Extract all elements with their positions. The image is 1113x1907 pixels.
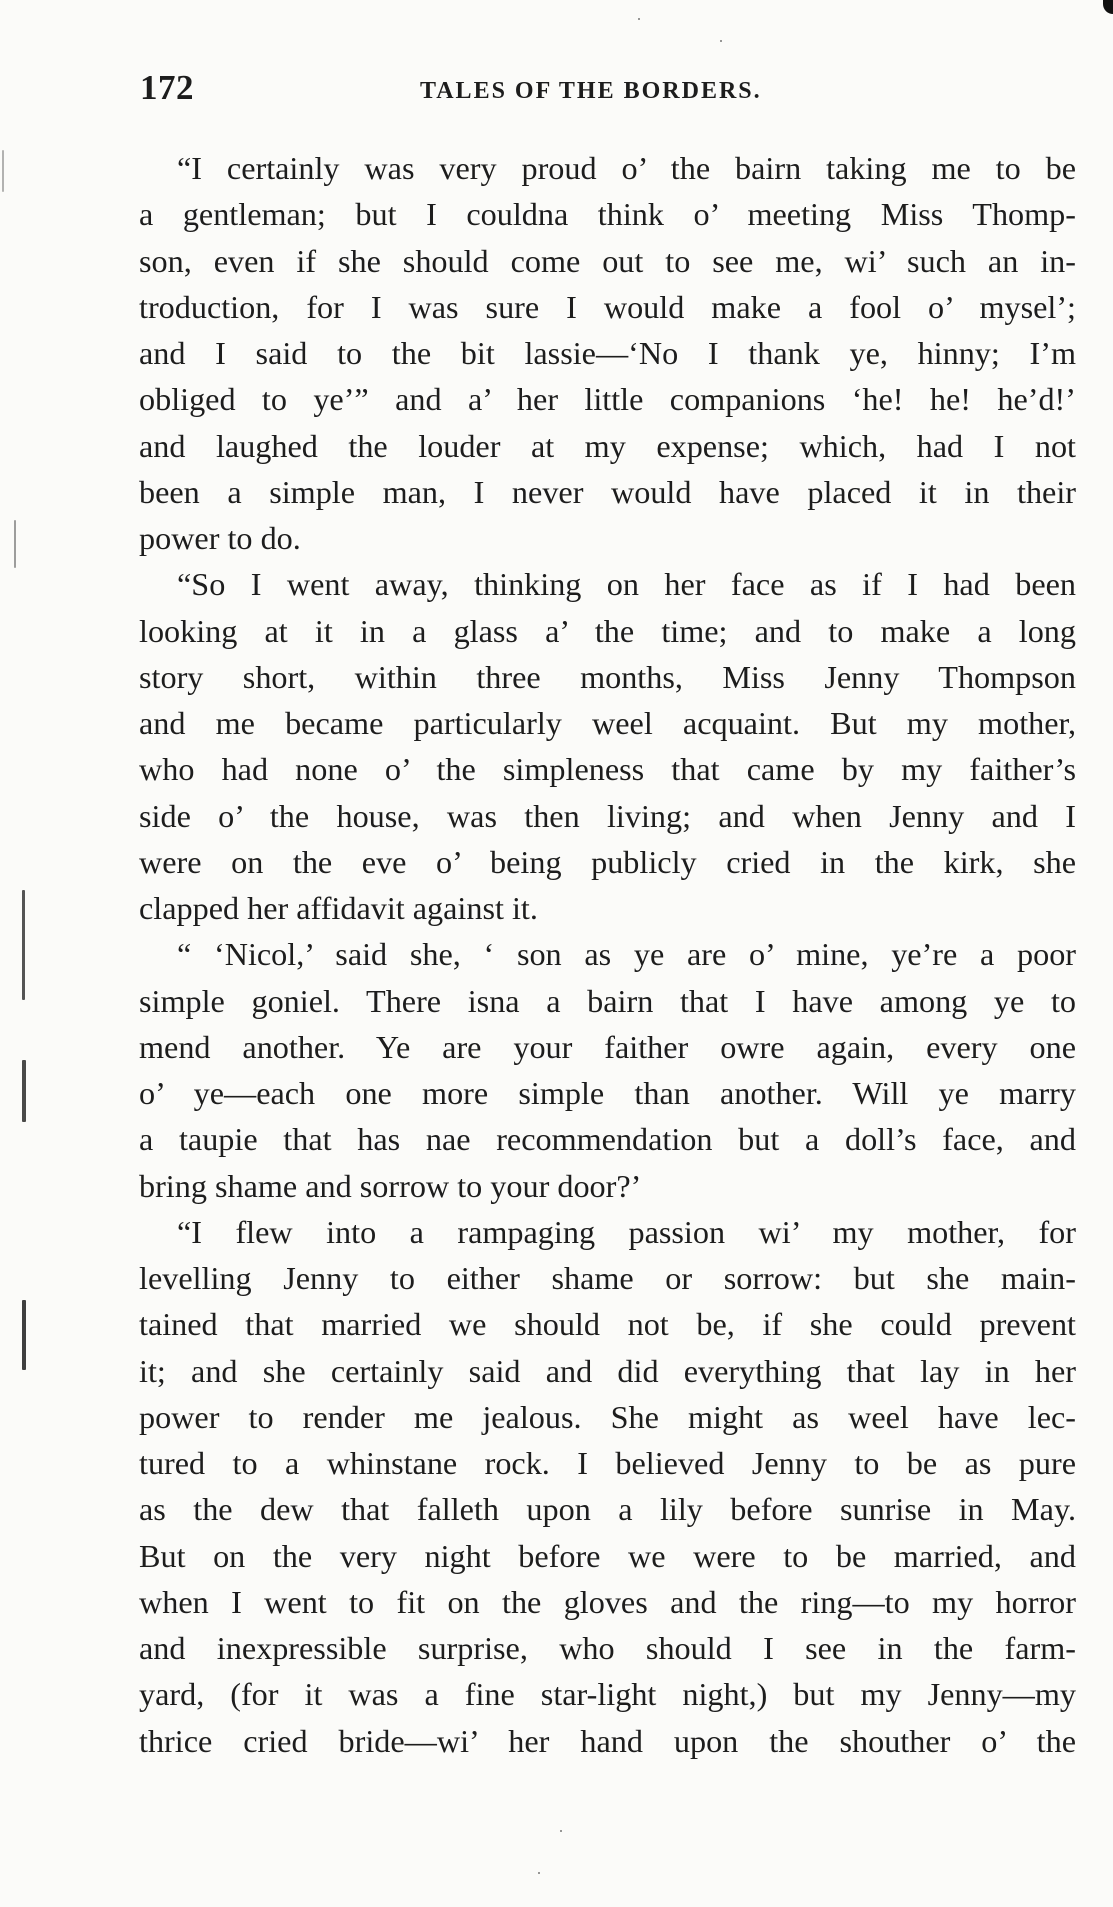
text-line: simple goniel. There isna a bairn that I have among ye to [139, 982, 1076, 1019]
margin-mark [22, 890, 25, 1000]
text-line: obliged to ye’” and a’ her little companions ‘he! he! he’d!’ [139, 381, 1076, 418]
text-line: yard, (for it was a fine star-light night,) but my Jenny—my [139, 1676, 1076, 1713]
page-number: 172 [140, 68, 194, 107]
text-line: tured to a whinstane rock. I believed Jenny to be as pure [139, 1445, 1076, 1481]
page-header [140, 68, 1075, 118]
text-line: clapped her affidavit against it. [139, 890, 538, 926]
paper-speck [720, 40, 722, 42]
paragraph-1 [139, 145, 1076, 561]
text-line: power to do. [139, 520, 301, 556]
text-line: “ ‘Nicol,’ said she, ‘ son as ye are o’ mine, ye’re a poor [177, 936, 1076, 973]
text-line: and laughed the louder at my expense; which, had I not [139, 427, 1076, 464]
text-line: a gentleman; but I couldna think o’ meeting Miss Thomp- [139, 196, 1076, 233]
text-line: But on the very night before we were to be married, and [139, 1537, 1076, 1574]
margin-mark [22, 1300, 26, 1370]
text-line: story short, within three months, Miss Jenny Thompson [139, 658, 1076, 695]
running-title: TALES OF THE BORDERS. [420, 78, 762, 104]
paper-speck [538, 1872, 540, 1874]
text-line: looking at it in a glass a’ the time; and to make a long [139, 612, 1076, 649]
text-line: a taupie that has nae recommendation but a doll’s face, and [139, 1121, 1076, 1158]
paragraph-4 [139, 1209, 1076, 1764]
text-line: when I went to fit on the gloves and the ring—to my horror [139, 1583, 1076, 1620]
paragraph-3 [139, 931, 1076, 1209]
text-line: mend another. Ye are your faither owre again, every one [139, 1028, 1076, 1065]
left-margin-ink-marks [0, 0, 60, 1907]
text-line: troduction, for I was sure I would make a fool o’ mysel’; [139, 288, 1076, 325]
paragraph-2 [139, 561, 1076, 931]
text-line: “I certainly was very proud o’ the bairn taking me to be [177, 150, 1076, 186]
text-line: and inexpressible surprise, who should I see in the farm- [139, 1630, 1076, 1666]
text-line: who had none o’ the simpleness that came by my faither’s [139, 751, 1076, 788]
text-line: “So I went away, thinking on her face as if I had been [177, 566, 1076, 603]
text-line: and me became particularly weel acquaint. But my mother, [139, 705, 1076, 741]
text-line: side o’ the house, was then living; and when Jenny and I [139, 797, 1076, 834]
text-line: levelling Jenny to either shame or sorrow: but she main- [139, 1260, 1076, 1296]
text-line: as the dew that falleth upon a lily before sunrise in May. [139, 1491, 1076, 1528]
text-line: son, even if she should come out to see me, wi’ such an in- [139, 242, 1076, 279]
margin-mark [2, 150, 4, 192]
margin-mark [22, 1060, 26, 1122]
text-line: been a simple man, I never would have placed it in their [139, 473, 1076, 510]
text-line: “I flew into a rampaging passion wi’ my mother, for [177, 1213, 1076, 1250]
text-line: bring shame and sorrow to your door?’ [139, 1167, 642, 1204]
paper-speck [638, 18, 640, 20]
text-line: o’ ye—each one more simple than another. Will ye marry [139, 1075, 1076, 1111]
text-line: thrice cried bride—wi’ her hand upon the shouther o’ the [139, 1722, 1076, 1759]
text-line: were on the eve o’ being publicly cried in the kirk, she [139, 843, 1076, 880]
margin-mark [14, 520, 16, 568]
text-line: and I said to the bit lassie—‘No I thank ye, hinny; I’m [139, 335, 1076, 371]
text-line: tained that married we should not be, if she could prevent [139, 1306, 1076, 1343]
text-line: power to render me jealous. She might as weel have lec- [139, 1398, 1076, 1435]
body-text [139, 145, 1076, 1764]
text-line: it; and she certainly said and did everything that lay in her [139, 1352, 1076, 1389]
paper-speck [560, 1830, 562, 1832]
corner-ink-mark [1103, 0, 1113, 14]
